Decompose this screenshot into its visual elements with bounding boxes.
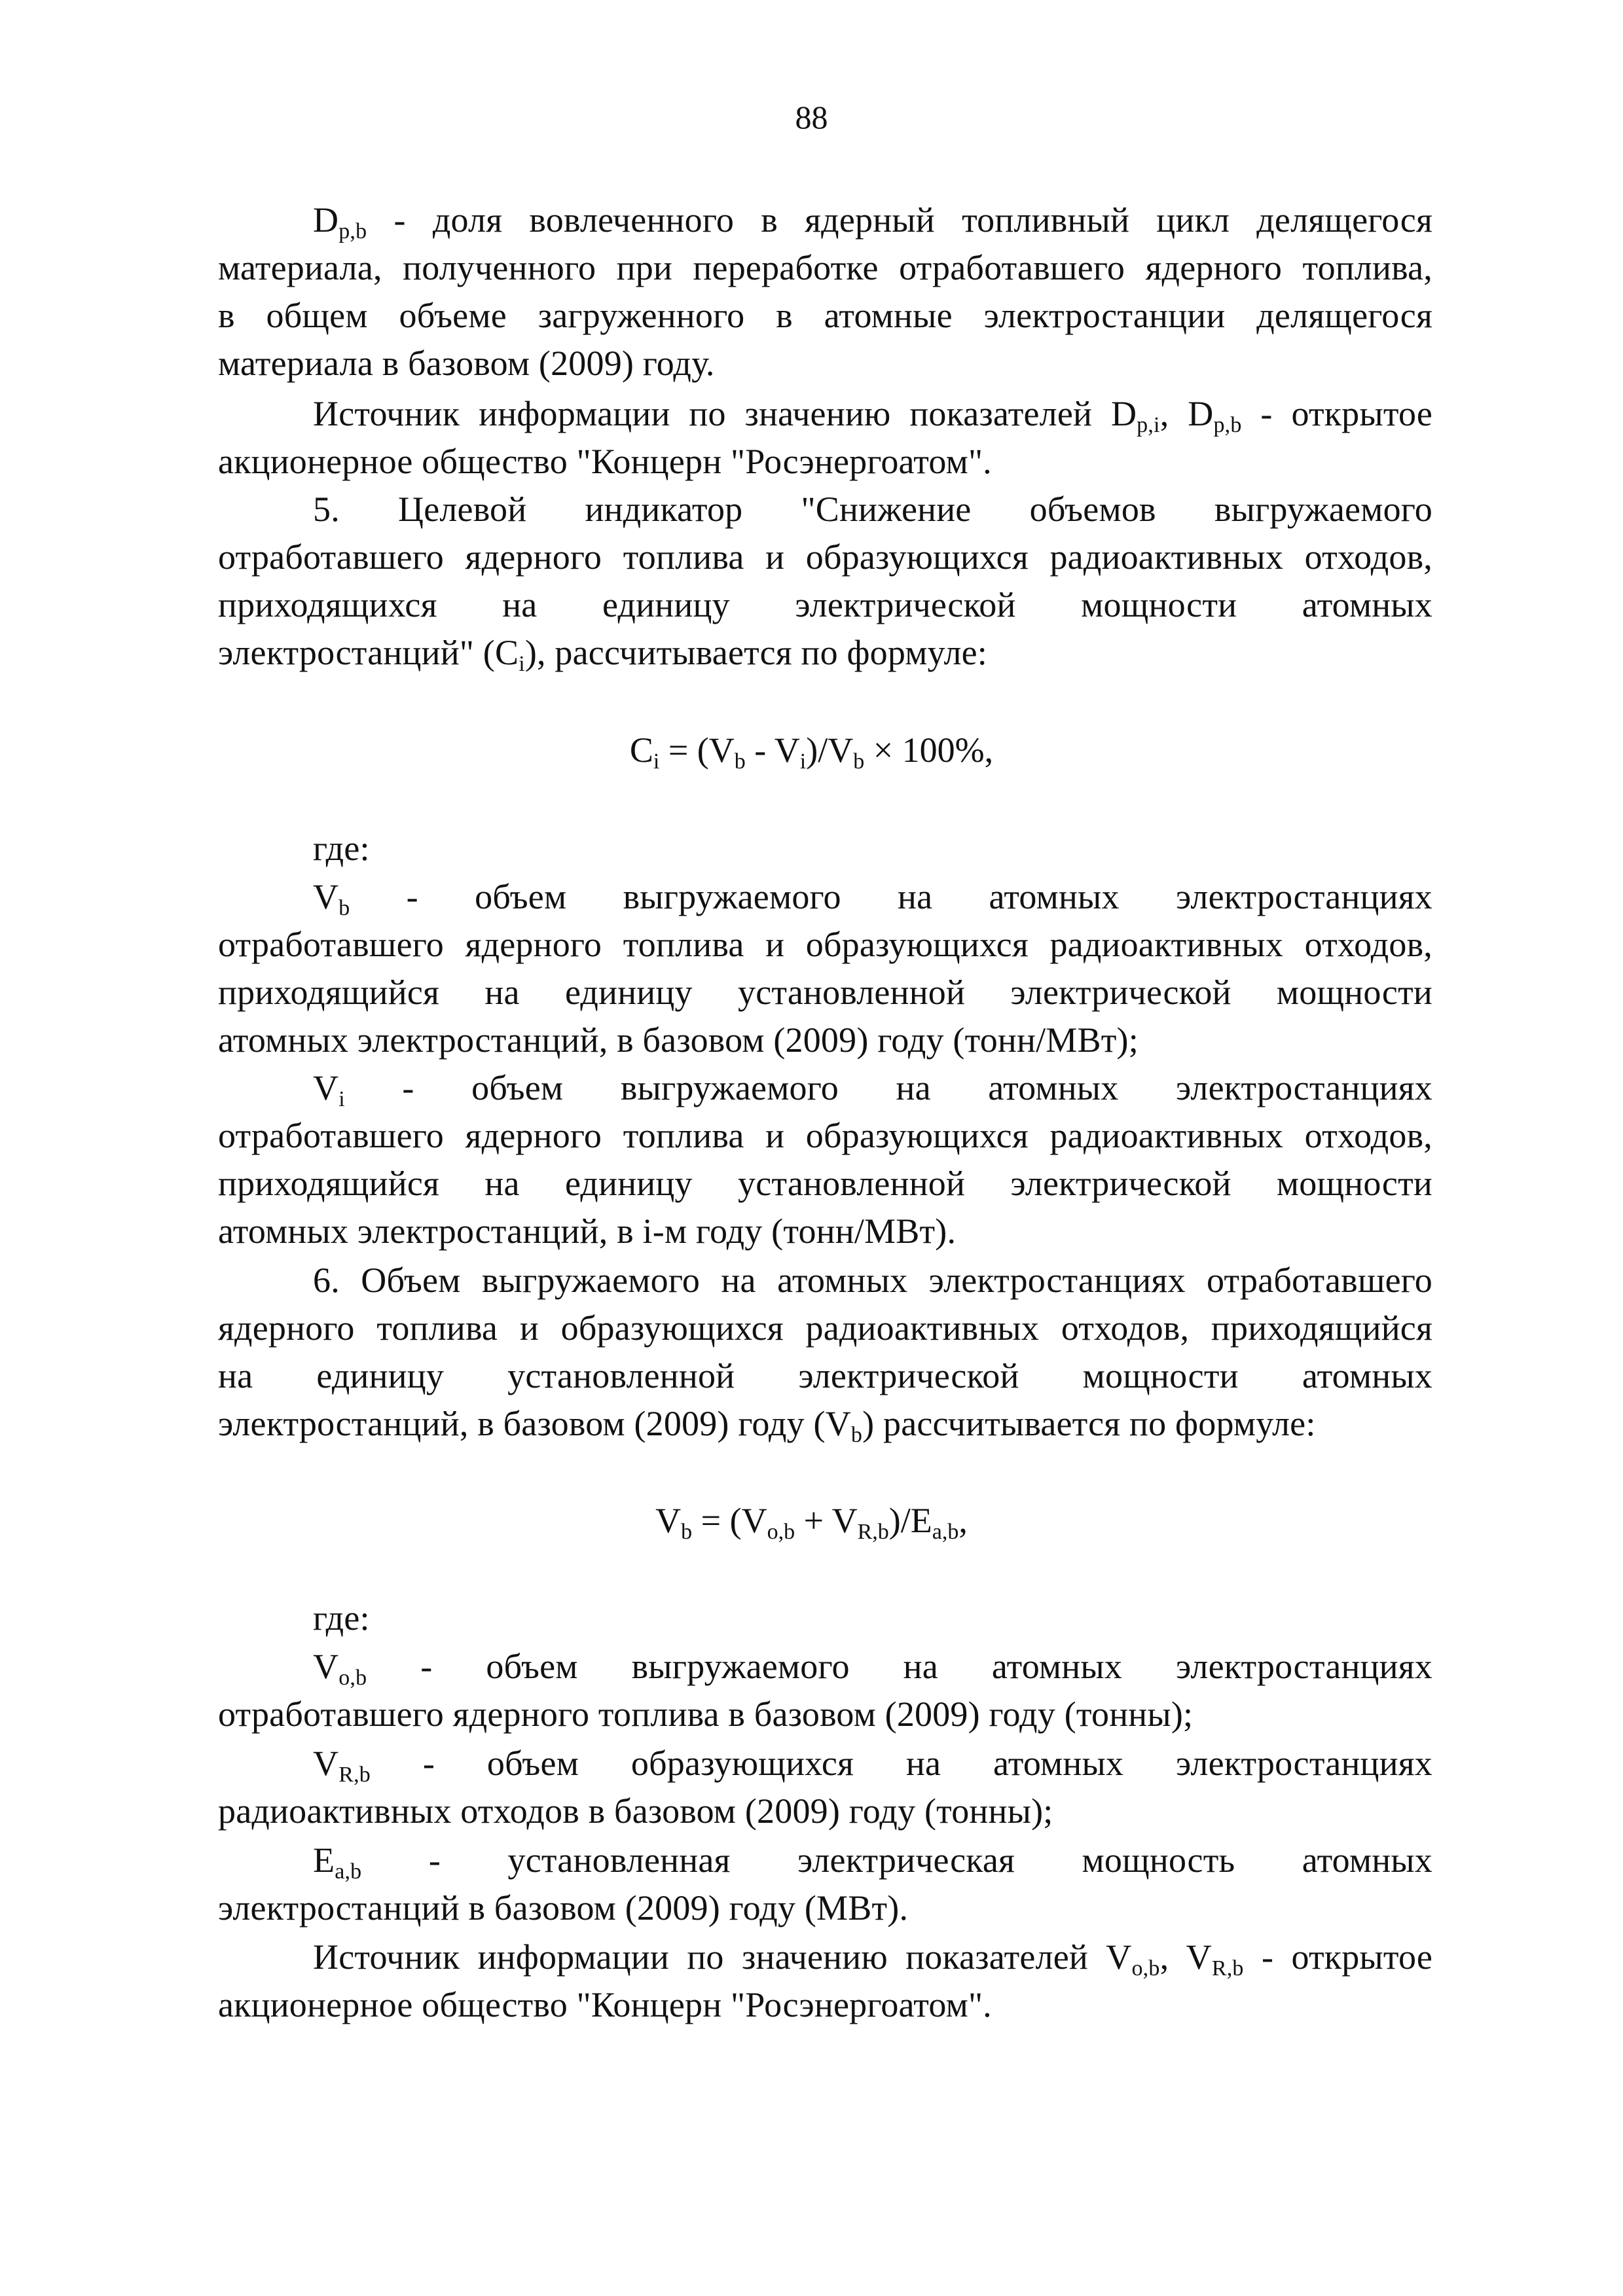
text-line: материала, полученного при переработке отработавшего ядерного топлива,	[218, 248, 1432, 287]
text-line: отработавшего ядерного топлива и образующихся радиоактивных отходов,	[218, 537, 1432, 577]
text-line: электростанций" $(C_i)$, рассчитывается по формуле:	[218, 633, 987, 676]
text-line: акционерное общество "Концерн "Росэнергоатом".	[218, 1985, 992, 2024]
text-line: атомных электростанций, в i-м году (тонн/МВт).	[218, 1211, 957, 1251]
text-line: $V_{o,b}$ - объем выгружаемого на атомных электростанциях	[313, 1647, 1432, 1690]
where-label: где:	[313, 829, 370, 868]
text-line: Источник информации по значению показателей $V_{o,b}$, $V_{R,b}$ - открытое	[313, 1937, 1432, 1981]
page-number: 88	[795, 99, 828, 135]
text-line: акционерное общество "Концерн "Росэнергоатом".	[218, 442, 992, 481]
text-line: радиоактивных отходов в базовом (2009) году (тонны);	[218, 1791, 1053, 1831]
text-line: электростанций в базовом (2009) году (МВт).	[218, 1888, 909, 1928]
text-line: приходящийся на единицу установленной электрической мощности	[218, 973, 1432, 1012]
text-line: $V_{R,b}$ - объем образующихся на атомных электростанциях	[313, 1744, 1432, 1787]
text-line: в общем объеме загруженного в атомные электростанции делящегося	[218, 296, 1432, 335]
text-line: отработавшего ядерного топлива в базовом (2009) году (тонны);	[218, 1695, 1194, 1734]
text-line: на единицу установленной электрической мощности атомных	[218, 1356, 1432, 1395]
text-line: отработавшего ядерного топлива и образующихся радиоактивных отходов,	[218, 1116, 1432, 1155]
where-label: где:	[313, 1598, 370, 1638]
text-line: материала в базовом (2009) году.	[218, 344, 715, 383]
text-line: Источник информации по значению показателей $D_{p,i}$, $D_{p,b}$ - открытое	[313, 394, 1432, 437]
text-line: 5. Целевой индикатор "Снижение объемов выгружаемого	[313, 490, 1432, 529]
text-line: $E_{a,b}$ - установленная электрическая мощность атомных	[313, 1840, 1432, 1884]
text-line: приходящихся на единицу электрической мощности атомных	[218, 585, 1432, 624]
text-line: приходящийся на единицу установленной электрической мощности	[218, 1164, 1432, 1203]
text-line: отработавшего ядерного топлива и образующихся радиоактивных отходов,	[218, 925, 1432, 964]
formula-ci: $C_i = (V_b - V_i)/V_b \times 100\%$,	[629, 730, 994, 774]
formula-vb: $V_b = (V_{o,b} + V_{R,b})/E_{a,b}$,	[655, 1501, 968, 1544]
text-line: атомных электростанций, в базовом (2009) году (тонн/МВт);	[218, 1020, 1139, 1060]
text-line: $V_b$ - объем выгружаемого на атомных электростанциях	[313, 877, 1432, 920]
text-line: $V_i$ - объем выгружаемого на атомных электростанциях	[313, 1068, 1432, 1111]
text-line: ядерного топлива и образующихся радиоактивных отходов, приходящийся	[218, 1308, 1432, 1348]
text-line: электростанций, в базовом (2009) году $(V_b)$ рассчитывается по формуле:	[218, 1404, 1316, 1447]
text-line: $D_{p,b}$ - доля вовлеченного в ядерный топливный цикл делящегося	[313, 200, 1432, 243]
text-line: 6. Объем выгружаемого на атомных электростанциях отработавшего	[313, 1261, 1432, 1300]
